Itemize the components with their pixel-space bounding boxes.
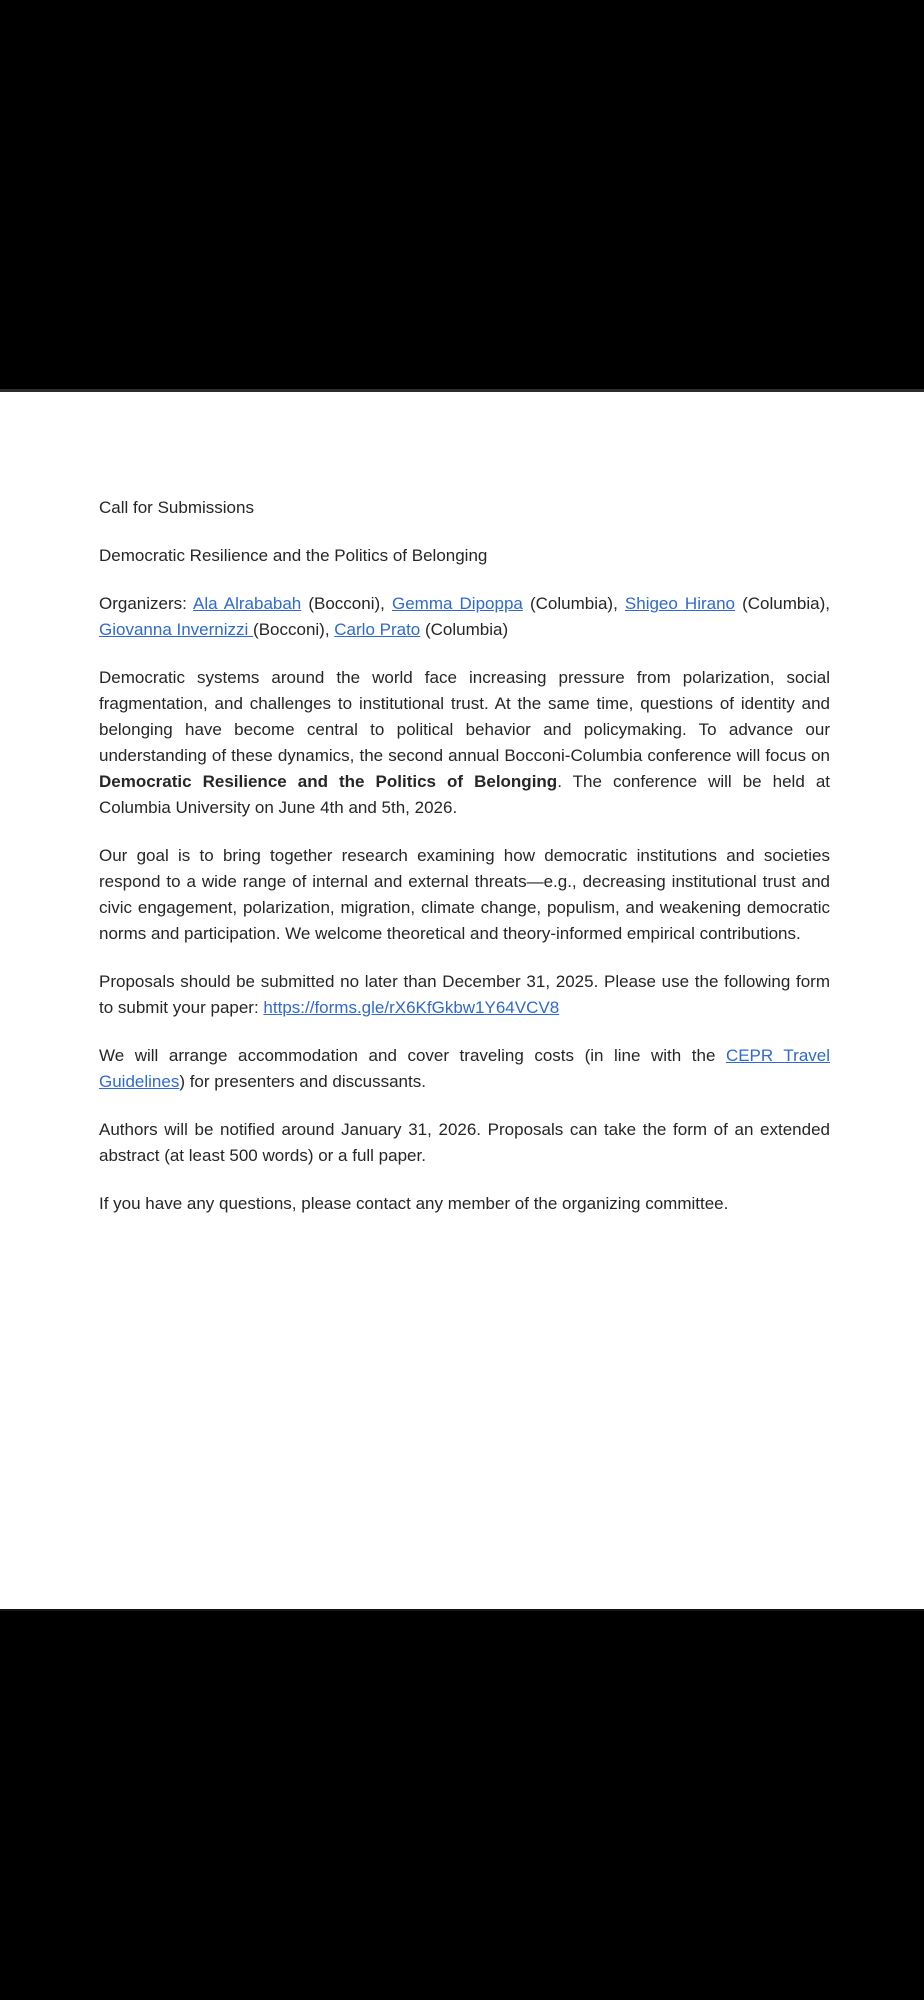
organizer-link-carlo-prato[interactable]: Carlo Prato (334, 620, 421, 639)
submission-form-link[interactable]: https://forms.gle/rX6KfGkbw1Y64VCV8 (263, 998, 560, 1017)
intro-text-b: . The conference will be held at Columbia University on June 4th and 5th, 2026. (99, 772, 830, 817)
cepr-travel-guidelines-link[interactable]: CEPR Travel Guidelines (99, 1046, 830, 1091)
organizer-link-ala-alrababah[interactable]: Ala Alrababah (193, 594, 302, 613)
organizer-affiliation: (Columbia) (420, 620, 509, 639)
organizer-link-gemma-dipoppa[interactable]: Gemma Dipoppa (391, 594, 523, 613)
document-content (99, 392, 830, 1217)
organizer-affiliation: (Bocconi), (253, 620, 335, 639)
organizers-label: Organizers: (99, 594, 194, 613)
document-page (0, 389, 924, 1611)
organizer-link-shigeo-hirano[interactable]: Shigeo Hirano (624, 594, 736, 613)
goal-paragraph: Our goal is to bring together research examining how democratic institutions and societies respond to a wide range of internal and external threats—e.g., decreasing institutional trust and civic engagement, polarization, migration, climate change, populism, and weakening democratic norms and participation. We welcome theoretical and theory-informed empirical contributions. (99, 846, 830, 943)
accommodation-text-a: We will arrange accommodation and cover traveling costs (in line with the (99, 1046, 726, 1065)
accommodation-paragraph (99, 1043, 830, 1095)
notification-paragraph: Authors will be notified around January 31, 2026. Proposals can take the form of an extended abstract (at least 500 words) or a full paper. (99, 1120, 830, 1165)
submission-text: Proposals should be submitted no later than December 31, 2025. Please use the following form to submit your paper: (99, 972, 830, 1017)
conference-title-inline-bold: Democratic Resilience and the Politics of Belonging (99, 772, 558, 791)
organizer-affiliation: (Columbia), (735, 594, 830, 613)
organizers-paragraph (99, 591, 830, 643)
conference-title-heading: Democratic Resilience and the Politics of Belonging (99, 546, 488, 565)
accommodation-text-b: ) for presenters and discussants. (179, 1072, 426, 1091)
intro-paragraph (99, 665, 830, 821)
call-for-submissions-heading: Call for Submissions (99, 498, 254, 517)
submission-paragraph (99, 969, 830, 1021)
intro-text-a: Democratic systems around the world face increasing pressure from polarization, social fragmentation, and challenges to institutional trust. At the same time, questions of identity and belonging have become central to political behavior and policymaking. To advance our understanding of these dynamics, the second annual Bocconi-Columbia conference will focus on (99, 668, 830, 765)
organizer-link-giovanna-invernizzi[interactable]: Giovanna Invernizzi (99, 620, 254, 639)
questions-paragraph: If you have any questions, please contact any member of the organizing committee. (99, 1194, 729, 1213)
organizer-affiliation: (Columbia), (522, 594, 625, 613)
organizer-affiliation: (Bocconi), (301, 594, 392, 613)
